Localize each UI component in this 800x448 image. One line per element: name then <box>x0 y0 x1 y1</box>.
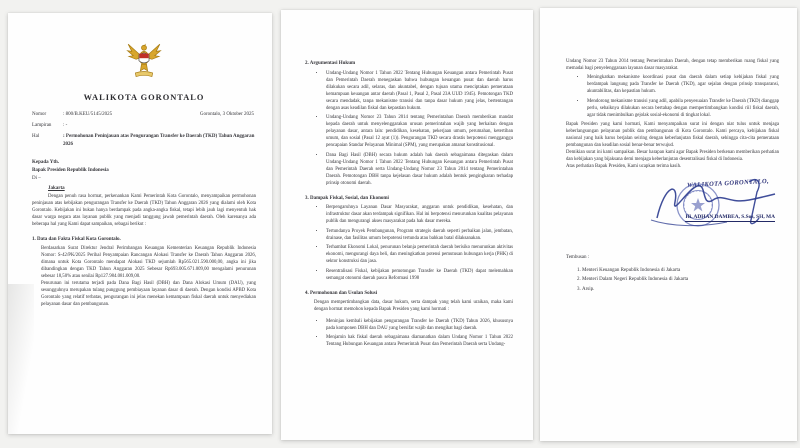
tembusan-block <box>566 254 779 293</box>
hal-label: Hal <box>32 133 40 139</box>
bullet-item: • Mendorong mekanisme transisi yang adil, apabila penyesuaian Transfer ke Daerah (TKD) dianggap perlu, sebaiknya dilakukan secara bertahap dengan mempertimbangkan kondisi riil fiskal daerah, agar tidak menimbulkan gejolak sosial-ekonomi di tingkat lokal. <box>586 98 779 119</box>
bullet-item: • Menjamin hak fiskal daerah sebagaimana diamanatkan dalam Undang Nomor 1 Tahun 2022 Tentang Hubungan Keuangan antara Pemerintah Pusat dan Pemerintah Daerah serta Undang- <box>325 334 513 348</box>
bullet-item: • Resentralisasi Fiskal, kebijakan pemotongan Transfer ke Daerah (TKD) dapat melemahkan semangat otonomi daerah pasca Reformasi 1998 <box>325 268 513 282</box>
hal-value: : Permohonan Peninjauan atas Pengurangan Transfer ke Daerah (TKD) Tahun Anggaran 2026 <box>63 133 255 147</box>
letter-page-3 <box>540 8 797 441</box>
recipient-di: Di – <box>32 176 41 182</box>
letter-meta <box>32 111 256 148</box>
signature-scribble-icon <box>599 174 779 241</box>
nomor-value: : 800/B.KEU/5145/2025 <box>63 112 113 117</box>
garuda-pancasila-emblem-icon <box>126 72 162 89</box>
section-1 <box>32 236 256 308</box>
bullet-item: • Meningkatkan mekanisme koordinasi pusat dan daerah dalam setiap kebijakan fiskal yang berdampak langsung pada Transfer ke Daerah (TKD), agar sejalan dengan prinsip transparansi, akuntabilitas, dan kepastian hukum. <box>586 74 779 95</box>
recipient-city: Jakarta <box>48 186 65 192</box>
section-3-heading: 3. Dampak Fiskal, Sosial, dan Ekonomi <box>305 195 389 201</box>
recipient-name: Bapak Presiden Republik Indonesia <box>32 168 109 174</box>
opening-paragraph: Dengan penuh rasa hormat, perkenankan Kami Pemerintah Kota Gorontalo, menyampaikan permohonan peninjauan atas kebijakan pengurangan Transfer ke Daerah (TKD) Tahun Anggaran 2026 yang dialami oleh Kota Gorontalo. Kebijakan ini bukan hanya berdampak pada angka-angka fiskal, tetapi lebih jauh lagi menyentuh hak dasar warga negara atas layanan publik yang menjadi tanggung jawab pemerintah daerah. Oleh karenanya ada beberapa hal yang Kami dapat sampaikan, sebagai berikut : <box>32 194 256 228</box>
tembusan-item: 1. Menteri Keuangan Republik Indonesia di Jakarta <box>582 267 779 275</box>
section-4-intro: Dengan mempertimbangkan data, dasar hukum, serta dampak yang telah kami uraikan, maka kami dengan hormat memohon kepada Bapak Presiden yang kami hormati : <box>314 299 513 312</box>
section-2 <box>305 60 513 187</box>
place-date: Gorontalo, 3 Oktober 2025 <box>199 112 254 117</box>
closing-paragraph-3: Atas perhatian Bapak Presiden, Kami ucapkan terima kasih. <box>566 164 682 169</box>
bullet-item: • Tertundanya Proyek Pembangunan, Program strategis daerah seperti perbaikan jalan, jembatan, drainase, dan fasilitas umum berpotensi tertunda atau bahkan batal dilaksanakan. <box>325 228 513 242</box>
bullet-item: • Undang-Undang Nomor 1 Tahun 2022 Tentang Hubungan Keuangan antara Pemerintah Pusat dan Pemerintah Daerah menegaskan bahwa hubungan keuangan pusat dan daerah harus dilakukan secara adil, selaras, dan akuntabel, dengan tujuan utama menciptakan pemerataan kemampuan keuangan antar daerah (Pasal 1, Pasal 2, Pasal 23A UUD 1945). Pemotongan TKD secara mendadak, tanpa mekanisme transisi dan tanpa dasar hukum yang jelas, bertentangan dengan asas keadilan fiskal dan kepastian hukum. <box>325 70 513 112</box>
section-1-paragraph-1: Berdasarkan Surat Direktur Jendral Perimbangan Keuangan Kementerian Keuangan Republik Indonesia Nomor: S-42/PK/2025 Perihal Penyampaian Rancangan Alokasi Transfer ke Daerah Tahun Anggaran 2026, dimana untuk Kota Gorontalo mendapat Alokasi TKD sejumlah Rp565.021.590.000,00, angka ini jika dibandingkan dengan TKD Tahun Anggaran 2025 Sebesar Rp693.005.671.009,00 mengalami penurunan sebesar 18,50% atau senilai Rp127.984.081.009,00. <box>41 246 256 280</box>
section-1-paragraph-2: Penurunan ini terutama terjadi pada Dana Bagi Hasil (DBH) dan Dana Alokasi Umum (DAU), yang sesungguhnya merupakan tulang punggung pembiayaan layanan dasar di daerah. Dengan kondisi APBD Kota Gorontalo yang relatif terbatas, pengurangan ini jelas menekan kemampuan fiskal daerah untuk menyediakan pelayanan dasar dan pembangunan. <box>41 281 256 308</box>
letter-page-2 <box>281 10 533 440</box>
signatory-name: Hi. ADHAN DAMBEA, S.Sos, SH, MA <box>685 214 775 220</box>
lampiran-label: Lampiran <box>32 122 52 128</box>
closing-paragraph-1: Bapak Presiden yang kami hormati, Kami menyampaikan surat ini dengan niat tulus untuk menjaga keberlangsungan pelayanan publik dan pembangunan di Kota Gorontalo. Kami percaya, kebijakan fiskal nasional yang baik harus berjalan seiring dengan keberlanjutan fiskal daerah, sehingga cita-cita pemerataan pembangunan dan keadilan sosial benar-benar terwujud. <box>566 122 779 148</box>
section-3-bullets <box>305 204 513 282</box>
section-4-heading: 4. Permohonan dan Usulan Solusi <box>305 290 378 296</box>
section-2-heading: 2. Argumentasi Hukum <box>305 61 356 66</box>
section-4 <box>305 290 513 349</box>
section-2-bullets <box>305 70 513 187</box>
section-1-heading: 1. Data dan Fakta Fiskal Kota Gorontalo. <box>32 237 121 243</box>
tembusan-item: 2. Menteri Dalam Negeri Republik Indonesia di Jakarta <box>582 276 779 284</box>
letterhead <box>32 35 256 90</box>
bullet-item: • Dana Bagi Hasil (DBH) secara hukum adalah hak daerah sebagaimana ditegaskan dalam Undang-Undang Nomor 1 Tahun 2022 Tentang Hubungan Keuangan antara Pemerintah Pusat dan Pemerintah Daerah serta Undang-Undang Nomor 23 Tahun 2014 tentang Pemerintahan Daerah. Pemotongan DBH tanpa kejelasan dasar hukum adalah bentuk pengingkaran terhadap prinsip otonomi daerah. <box>325 152 513 187</box>
closing-paragraph-2: Demikian surat ini kami sampaikan. Besar harapan kami agar Bapak Presiden berkenan memberikan perhatian dan kebijakan yang bijaksana demi menjaga keberlanjutan desentralisasi fiskal di Indonesia. <box>566 150 779 162</box>
signature-office-script: WALIKOTA GORONTALO, <box>686 177 770 190</box>
letterhead-office-title: WALIKOTA GORONTALO <box>83 93 205 102</box>
signature-block <box>566 174 779 248</box>
section-4-bullets <box>305 318 513 349</box>
recipient-block <box>32 159 256 193</box>
lampiran-value: : - <box>63 122 68 128</box>
tembusan-list <box>566 267 779 294</box>
recipient-kepada: Kepada Yth. <box>32 160 60 166</box>
bullet-item: • Berpengaruhnya Layanan Dasar Masyarakat, anggaran untuk pendidikan, kesehatan, dan infrastruktur dasar akan terdampak signifikan. Hal ini berpotensi menurunkan kualitas pelayanan publik dan mengurangi akses masyarakat pada hak dasar mereka. <box>325 204 513 225</box>
tembusan-item: 3. Arsip. <box>582 286 779 294</box>
tembusan-label: Tembusan : <box>566 255 590 260</box>
bullet-item: • Terhambat Ekonomi Lokal, penurunan belanja pemerintah daerah berisiko menurunkan aktivitas ekonomi, mengurangi daya beli, dan meningkatkan potensi pemutusan hubungan kerja (PHK) di sektor konstruksi dan jasa. <box>325 244 513 265</box>
page-3-bullets <box>566 74 779 119</box>
letter-page-1 <box>8 13 272 434</box>
section-3 <box>305 195 513 282</box>
continuation-paragraph: Undang Nomor 23 Tahun 2014 tentang Pemerintahan Daerah, dengan tetap memberikan ruang fiskal yang memadai bagi penyelenggaraan layanan dasar masyarakat. <box>566 59 779 71</box>
bullet-item: • Meninjau kembali kebijakan pengurangan Transfer ke Daerah (TKD) Tahun 2026, khususnya pada komponen DBH dan DAU yang bersifat wajib dan mengikat bagi daerah. <box>325 318 513 332</box>
bullet-item: • Undang-Undang Nomor 23 Tahun 2014 tentang Pemerintahan Daerah memberikan mandat kepada daerah untuk menyelenggarakan urusan pemerintahan wajib yang berkaitan dengan pelayanan dasar, antara lain: pendidikan, kesehatan, pekerjaan umum, perumahan, ketertiban umum, dan sosial (Pasal 12 ayat (1)). Pengurangan TKD secara drastis berpotensi mengganggu pencapaian Standar Pelayanan Minimal (SPM), yang merupakan amanat konstitusional. <box>325 114 513 149</box>
nomor-label: Nomor <box>32 112 47 117</box>
